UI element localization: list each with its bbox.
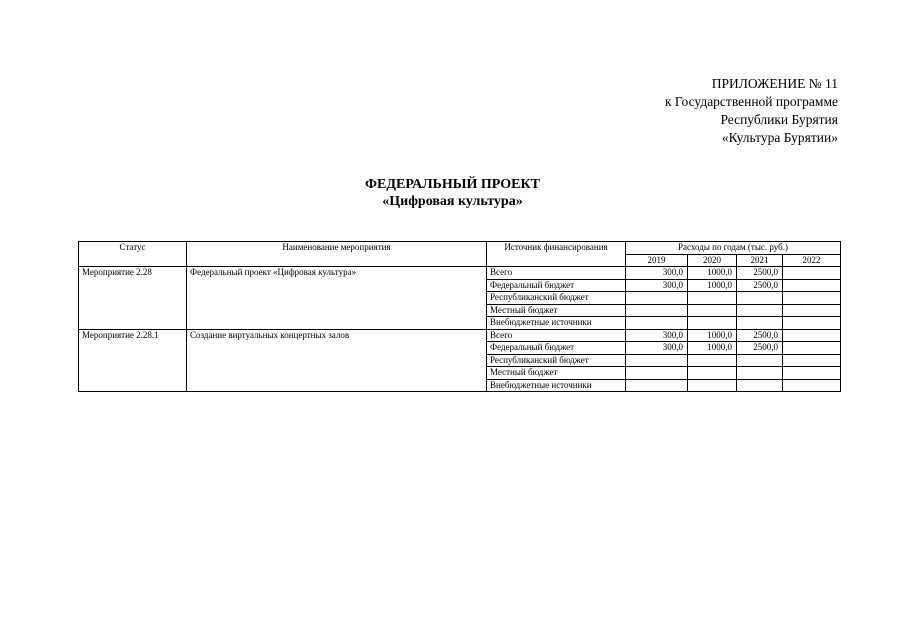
expense-cell: 1000,0 bbox=[688, 342, 737, 355]
row-funding-source: Федеральный бюджет bbox=[487, 279, 626, 292]
expense-cell bbox=[688, 367, 737, 380]
appendix-reference-line: Республики Бурятия bbox=[720, 112, 838, 127]
year-header: 2020 bbox=[688, 254, 737, 267]
year-header: 2019 bbox=[626, 254, 688, 267]
expense-cell bbox=[783, 317, 841, 330]
expense-cell bbox=[783, 367, 841, 380]
row-funding-source: Местный бюджет bbox=[487, 367, 626, 380]
expense-cell bbox=[688, 304, 737, 317]
row-measure-name: Федеральный проект «Цифровая культура» bbox=[187, 267, 487, 330]
expense-cell bbox=[737, 304, 783, 317]
expense-cell bbox=[626, 317, 688, 330]
document-subtitle: «Цифровая культура» bbox=[382, 194, 523, 209]
appendix-number: ПРИЛОЖЕНИЕ № 11 bbox=[711, 76, 838, 91]
row-funding-source: Местный бюджет bbox=[487, 304, 626, 317]
expense-cell bbox=[688, 379, 737, 392]
expense-cell bbox=[783, 304, 841, 317]
expense-cell: 1000,0 bbox=[688, 267, 737, 280]
expense-cell bbox=[737, 379, 783, 392]
expense-cell: 1000,0 bbox=[688, 329, 737, 342]
expense-cell bbox=[783, 342, 841, 355]
expense-cell bbox=[737, 292, 783, 305]
column-header-source: Источник финансирования bbox=[487, 242, 626, 267]
expense-cell: 2500,0 bbox=[737, 329, 783, 342]
expense-cell bbox=[737, 354, 783, 367]
expense-cell: 300,0 bbox=[626, 342, 688, 355]
expense-cell bbox=[737, 317, 783, 330]
year-header: 2021 bbox=[737, 254, 783, 267]
expense-cell bbox=[688, 292, 737, 305]
expense-cell bbox=[783, 267, 841, 280]
table-row bbox=[79, 267, 841, 280]
row-funding-source: Республиканский бюджет bbox=[487, 292, 626, 305]
expense-cell bbox=[783, 292, 841, 305]
expense-cell: 2500,0 bbox=[737, 342, 783, 355]
appendix-reference-line: «Культура Бурятии» bbox=[721, 130, 838, 145]
expense-cell: 300,0 bbox=[626, 267, 688, 280]
table-row bbox=[79, 329, 841, 342]
row-status: Мероприятие 2.28 bbox=[79, 267, 187, 330]
row-funding-source: Внебюджетные источники bbox=[487, 379, 626, 392]
expense-cell bbox=[626, 379, 688, 392]
expense-cell: 2500,0 bbox=[737, 267, 783, 280]
column-header-name: Наименование мероприятия bbox=[187, 242, 487, 267]
expense-cell bbox=[626, 304, 688, 317]
appendix-reference-line: к Государственной программе bbox=[664, 94, 838, 109]
row-funding-source: Всего bbox=[487, 329, 626, 342]
expense-cell: 300,0 bbox=[626, 279, 688, 292]
expense-cell bbox=[688, 317, 737, 330]
expense-cell bbox=[626, 292, 688, 305]
expense-cell: 1000,0 bbox=[688, 279, 737, 292]
table-header-row bbox=[79, 242, 841, 255]
row-funding-source: Федеральный бюджет bbox=[487, 342, 626, 355]
expense-cell bbox=[783, 354, 841, 367]
expense-cell bbox=[783, 279, 841, 292]
expense-cell bbox=[688, 354, 737, 367]
row-status: Мероприятие 2.28.1 bbox=[79, 329, 187, 392]
row-funding-source: Всего bbox=[487, 267, 626, 280]
expense-cell: 2500,0 bbox=[737, 279, 783, 292]
appendix-heading bbox=[665, 75, 838, 147]
expense-cell bbox=[783, 379, 841, 392]
expense-cell bbox=[737, 367, 783, 380]
year-header: 2022 bbox=[783, 254, 841, 267]
budget-table bbox=[78, 241, 841, 392]
expense-cell bbox=[783, 329, 841, 342]
row-funding-source: Внебюджетные источники bbox=[487, 317, 626, 330]
document-title-line: ФЕДЕРАЛЬНЫЙ ПРОЕКТ bbox=[365, 177, 540, 192]
row-funding-source: Республиканский бюджет bbox=[487, 354, 626, 367]
column-header-status: Статус bbox=[79, 242, 187, 267]
row-measure-name: Создание виртуальных концертных залов bbox=[187, 329, 487, 392]
column-header-expenses: Расходы по годам (тыс. руб.) bbox=[626, 242, 841, 255]
expense-cell bbox=[626, 354, 688, 367]
expense-cell: 300,0 bbox=[626, 329, 688, 342]
expense-cell bbox=[626, 367, 688, 380]
document-title bbox=[0, 176, 905, 210]
